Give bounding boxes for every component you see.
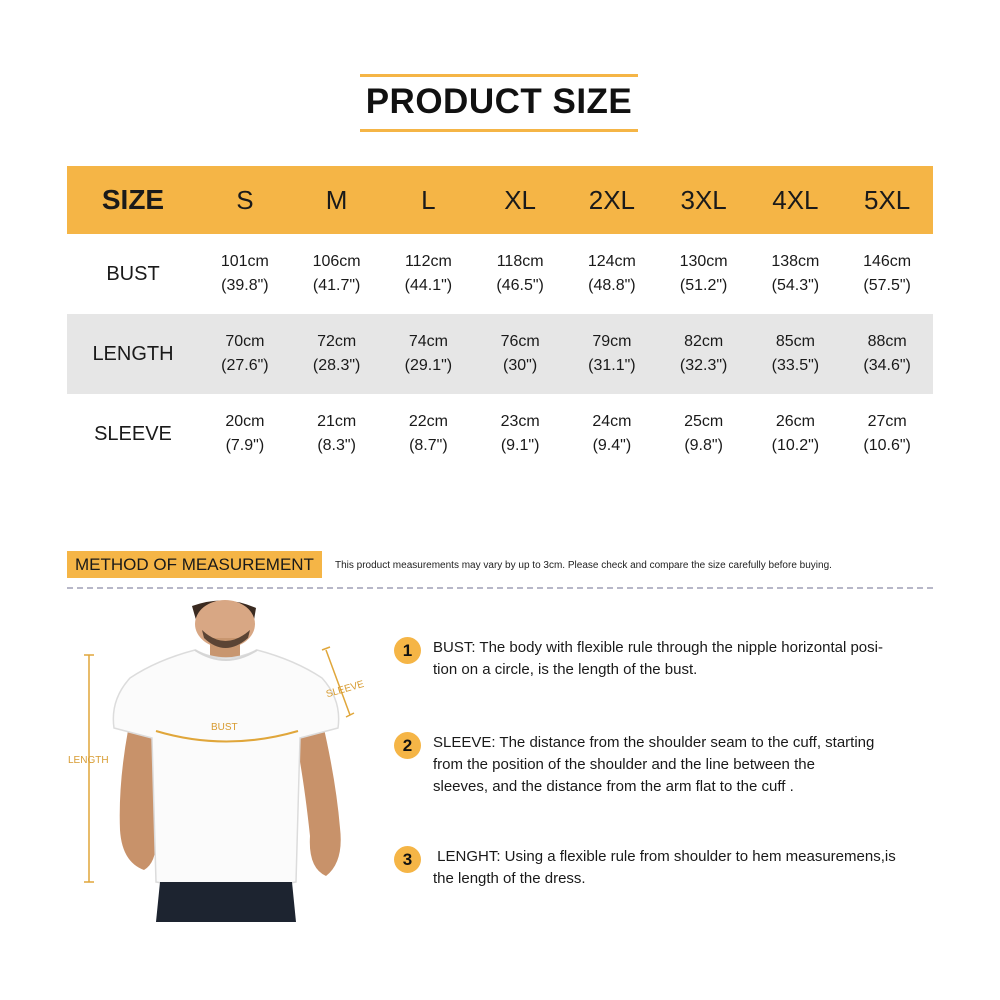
cell-cm: 88cm — [867, 333, 907, 350]
cell-inch: (30") — [503, 357, 538, 374]
title-top-rule — [360, 74, 638, 77]
table-cell — [658, 314, 750, 394]
cell-inch: (31.1") — [588, 357, 636, 374]
dashed-divider — [67, 587, 933, 589]
cell-inch: (39.8") — [221, 277, 269, 294]
cell-inch: (9.1") — [500, 437, 540, 454]
table-cell — [383, 394, 475, 474]
cell-inch: (8.7") — [409, 437, 448, 454]
header-5xl: 5XL — [863, 184, 911, 215]
cell-cm: 106cm — [312, 253, 361, 270]
header-2xl: 2XL — [588, 184, 635, 215]
table-cell — [841, 314, 933, 394]
cell-cm: 146cm — [863, 253, 912, 270]
cell-inch: (57.5") — [863, 277, 911, 294]
table-cell — [291, 314, 383, 394]
cell-cm: 24cm — [592, 413, 632, 430]
cell-inch: (10.6") — [863, 437, 911, 454]
cell-cm: 70cm — [225, 333, 265, 350]
header-m: M — [325, 184, 348, 215]
header-xl: XL — [504, 184, 537, 215]
table-cell — [199, 314, 291, 394]
measurement-note: This product measurements may vary by up to 3cm. Please check and compare the size carefully before buying. — [335, 560, 832, 571]
header-3xl: 3XL — [680, 184, 727, 215]
table-cell — [474, 314, 566, 394]
cell-cm: 82cm — [684, 333, 724, 350]
table-row-bust — [67, 234, 933, 314]
table-cell — [474, 234, 566, 314]
cell-cm: 138cm — [771, 253, 820, 270]
cell-cm: 25cm — [684, 413, 724, 430]
step-number-badge: 3 — [394, 846, 421, 873]
table-cell — [841, 394, 933, 474]
cell-inch: (51.2") — [679, 277, 728, 294]
cell-inch: (7.9") — [225, 437, 265, 454]
model-pants — [156, 882, 296, 922]
header-4xl: 4XL — [772, 184, 819, 215]
table-cell — [291, 394, 383, 474]
title-bottom-rule — [360, 129, 638, 132]
table-cell — [199, 394, 291, 474]
cell-cm: 85cm — [775, 333, 815, 350]
row-label-bust: BUST — [106, 263, 160, 285]
cell-inch: (34.6") — [863, 357, 911, 374]
table-cell — [199, 234, 291, 314]
size-header-row — [67, 166, 933, 234]
table-row-length — [67, 314, 933, 394]
length-figure-label: LENGTH — [68, 755, 109, 766]
cell-inch: (10.2") — [771, 437, 820, 454]
model-right-arm — [296, 720, 341, 876]
table-cell — [750, 314, 842, 394]
cell-inch: (9.4") — [592, 437, 632, 454]
cell-cm: 101cm — [220, 253, 269, 270]
cell-cm: 79cm — [592, 333, 632, 350]
cell-inch: (41.7") — [312, 277, 361, 294]
page-title: PRODUCT SIZE — [365, 82, 633, 121]
table-cell — [291, 234, 383, 314]
sleeve-cap-top — [322, 647, 330, 650]
row-label-length: LENGTH — [92, 343, 174, 365]
page-title-block — [360, 74, 638, 132]
table-row-sleeve — [67, 394, 933, 474]
sleeve-figure-label: SLEEVE — [324, 678, 366, 701]
table-cell — [658, 394, 750, 474]
cell-cm: 22cm — [408, 413, 448, 430]
step-number-badge: 2 — [394, 732, 421, 759]
table-cell — [383, 234, 475, 314]
cell-inch: (32.3") — [679, 357, 728, 374]
header-l: L — [421, 184, 436, 215]
cell-inch: (28.3") — [312, 357, 361, 374]
instruction-sleeve — [394, 732, 934, 802]
cell-inch: (29.1") — [404, 357, 453, 374]
cell-cm: 23cm — [500, 413, 540, 430]
cell-cm: 27cm — [867, 413, 907, 430]
cell-inch: (46.5") — [496, 277, 544, 294]
cell-cm: 20cm — [225, 413, 265, 430]
instruction-text: LENGHT: Using a flexible rule from shoulder to hem measuremens,is the length of the dress. — [433, 848, 896, 887]
cell-inch: (44.1") — [404, 277, 453, 294]
row-label-sleeve: SLEEVE — [94, 423, 172, 445]
cell-cm: 72cm — [317, 333, 357, 350]
bust-figure-label: BUST — [211, 722, 238, 733]
table-cell — [566, 394, 658, 474]
table-cell — [566, 234, 658, 314]
cell-cm: 21cm — [317, 413, 357, 430]
header-s: S — [236, 184, 254, 215]
instruction-bust — [394, 637, 934, 687]
cell-cm: 118cm — [496, 253, 544, 270]
cell-cm: 130cm — [679, 253, 728, 270]
step-number-badge: 1 — [394, 637, 421, 664]
size-table — [67, 166, 933, 474]
table-cell — [750, 394, 842, 474]
tshirt-measurement-figure — [60, 600, 370, 930]
table-cell — [658, 234, 750, 314]
instruction-length — [394, 846, 934, 896]
cell-inch: (48.8") — [588, 277, 636, 294]
cell-inch: (33.5") — [771, 357, 820, 374]
cell-cm: 74cm — [408, 333, 448, 350]
table-cell — [841, 234, 933, 314]
model-head — [192, 600, 256, 658]
method-of-measurement-label: METHOD OF MEASUREMENT — [67, 551, 322, 578]
table-cell — [566, 314, 658, 394]
cell-cm: 26cm — [775, 413, 815, 430]
cell-inch: (54.3") — [771, 277, 820, 294]
cell-inch: (9.8") — [684, 437, 723, 454]
instruction-text: SLEEVE: The distance from the shoulder seam to the cuff, starting from the position of the shoulder and the line between the sleeves, and the distance from the arm flat to the cuff . — [433, 734, 875, 795]
table-cell — [750, 234, 842, 314]
cell-cm: 76cm — [500, 333, 540, 350]
table-cell — [383, 314, 475, 394]
table-cell — [474, 394, 566, 474]
cell-cm: 124cm — [587, 253, 636, 270]
cell-cm: 112cm — [404, 253, 452, 270]
header-size: SIZE — [101, 184, 165, 215]
cell-inch: (8.3") — [317, 437, 356, 454]
cell-inch: (27.6") — [221, 357, 269, 374]
instruction-text: BUST: The body with flexible rule through the nipple horizontal posi- tion on a circle, is the length of the bust. — [433, 639, 883, 678]
